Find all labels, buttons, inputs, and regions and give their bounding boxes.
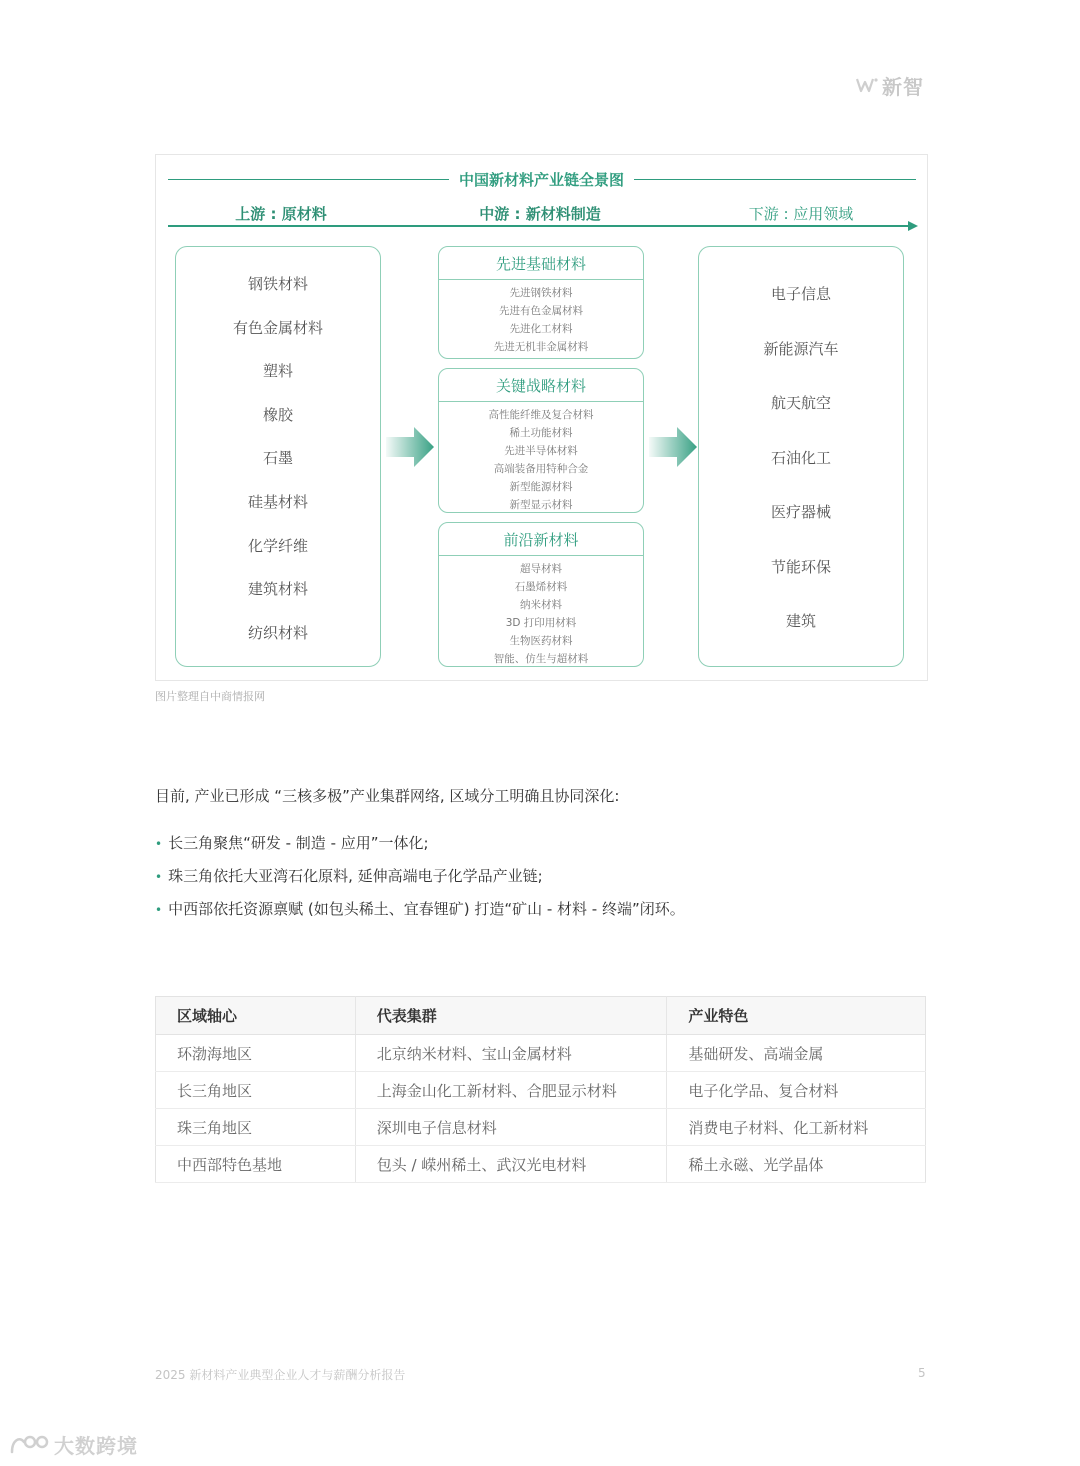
- region-cluster-table: [155, 996, 926, 1183]
- midstream-box-basic: [438, 246, 644, 359]
- column-header: 代表集群: [355, 997, 667, 1035]
- list-item: [155, 896, 685, 929]
- list-item: 高性能纤维及复合材料: [488, 409, 594, 421]
- list-item: 先进化工材料: [509, 323, 573, 335]
- stage-flow-arrow: [168, 225, 916, 227]
- list-item: 医疗器械: [770, 503, 831, 521]
- cluster-bullet-list: [155, 830, 685, 929]
- table-cell: 电子化学品、复合材料: [667, 1072, 926, 1109]
- list-item: 有色金属材料: [232, 318, 323, 337]
- table-row: [156, 1109, 926, 1146]
- list-item: 石墨烯材料: [514, 581, 568, 593]
- watermark-logo-icon: [8, 1432, 50, 1458]
- list-item: 钢铁材料: [247, 275, 308, 293]
- list-item: 先进钢铁材料: [509, 287, 573, 299]
- table-cell: 长三角地区: [156, 1072, 356, 1109]
- bullet-text: 长三角聚焦“研发 - 制造 - 应用”一体化;: [168, 834, 429, 852]
- list-item: 生物医药材料: [509, 635, 573, 647]
- list-item: 先进无机非金属材料: [493, 341, 589, 353]
- brand-logo-icon: [856, 76, 878, 94]
- flow-arrow-icon: [649, 427, 697, 467]
- table-cell: 稀土永磁、光学晶体: [667, 1146, 926, 1183]
- list-item: 超导材料: [520, 563, 562, 575]
- list-item: 纺织材料: [247, 623, 308, 642]
- brand-logo: [856, 70, 932, 100]
- stage-midstream: 中游 : 新材料制造: [479, 205, 601, 223]
- bullet-dot-icon: •: [155, 837, 163, 851]
- list-item: [155, 830, 685, 863]
- watermark-text: 大数跨境: [54, 1434, 138, 1458]
- table-row: [156, 1035, 926, 1072]
- diagram-title: 中国新材料产业链全景图: [156, 169, 927, 190]
- table-cell: 北京纳米材料、宝山金属材料: [355, 1035, 667, 1072]
- watermark: [8, 1430, 138, 1459]
- table-header-row: [156, 997, 926, 1035]
- table-cell: 上海金山化工新材料、合肥显示材料: [355, 1072, 667, 1109]
- list-item: 橡胶: [262, 405, 293, 424]
- list-item: 塑料: [262, 362, 293, 381]
- midstream-box-title: 关键战略材料: [439, 369, 643, 402]
- list-item: 电子信息: [770, 285, 831, 303]
- bullet-dot-icon: •: [155, 903, 163, 917]
- table-cell: 珠三角地区: [156, 1109, 356, 1146]
- list-item: 纳米材料: [520, 599, 562, 611]
- list-item: 节能环保: [770, 557, 831, 576]
- table-row: [156, 1146, 926, 1183]
- flow-arrow-icon: [386, 427, 434, 467]
- intro-paragraph: 目前, 产业已形成 “三核多极”产业集群网络, 区域分工明确且协同深化:: [155, 787, 620, 805]
- list-item: 建筑材料: [247, 580, 308, 599]
- list-item: [155, 863, 685, 896]
- table-cell: 中西部特色基地: [156, 1146, 356, 1183]
- midstream-item-list: [439, 280, 643, 356]
- list-item: 稀土功能材料: [509, 427, 573, 439]
- table-row: [156, 1072, 926, 1109]
- table-cell: 环渤海地区: [156, 1035, 356, 1072]
- bullet-text: 中西部依托资源禀赋 (如包头稀土、宜春锂矿) 打造“矿山 - 材料 - 终端”闭环。: [168, 900, 685, 918]
- midstream-item-list: [439, 556, 643, 667]
- figure-caption: 图片整理自中商情报网: [155, 690, 265, 703]
- table-cell: 深圳电子信息材料: [355, 1109, 667, 1146]
- list-item: 石墨: [262, 449, 293, 468]
- stage-upstream: 上游 : 原材料: [235, 205, 327, 223]
- list-item: 新型显示材料: [509, 499, 573, 511]
- table-cell: 包头 / 嵘州稀土、武汉光电材料: [355, 1146, 667, 1183]
- upstream-list: [176, 247, 380, 655]
- column-header: 区域轴心: [156, 997, 356, 1035]
- midstream-item-list: [439, 402, 643, 513]
- list-item: 硅基材料: [247, 492, 308, 511]
- list-item: 先进半导体材料: [504, 445, 578, 457]
- table-cell: 消费电子材料、化工新材料: [667, 1109, 926, 1146]
- midstream-box-strategic: [438, 368, 644, 513]
- midstream-box-title: 先进基础材料: [439, 247, 643, 280]
- footer-page-number: 5: [918, 1366, 926, 1380]
- bullet-dot-icon: •: [155, 870, 163, 884]
- downstream-list: [699, 247, 903, 649]
- downstream-box: [698, 246, 904, 667]
- table-cell: 基础研发、高端金属: [667, 1035, 926, 1072]
- list-item: 化学纤维: [247, 536, 308, 555]
- list-item: 航天航空: [770, 394, 831, 412]
- list-item: 先进有色金属材料: [499, 305, 583, 317]
- column-header: 产业特色: [667, 997, 926, 1035]
- list-item: 智能、仿生与超材料: [493, 653, 589, 665]
- footer-report-title: 2025 新材料产业典型企业人才与薪酬分析报告: [155, 1368, 406, 1382]
- industry-chain-diagram: [155, 154, 928, 681]
- stage-downstream: 下游 : 应用领域: [748, 205, 854, 223]
- list-item: 新型能源材料: [509, 481, 573, 493]
- list-item: 建筑: [785, 612, 816, 630]
- list-item: 3D 打印用材料: [505, 617, 577, 629]
- list-item: 石油化工: [770, 448, 831, 467]
- list-item: 新能源汽车: [763, 339, 839, 358]
- list-item: 高端装备用特种合金: [493, 463, 589, 475]
- midstream-box-frontier: [438, 522, 644, 667]
- midstream-box-title: 前沿新材料: [439, 523, 643, 556]
- brand-name: 新智: [882, 74, 924, 99]
- upstream-box: [175, 246, 381, 667]
- bullet-text: 珠三角依托大亚湾石化原料, 延伸高端电子化学品产业链;: [168, 867, 543, 885]
